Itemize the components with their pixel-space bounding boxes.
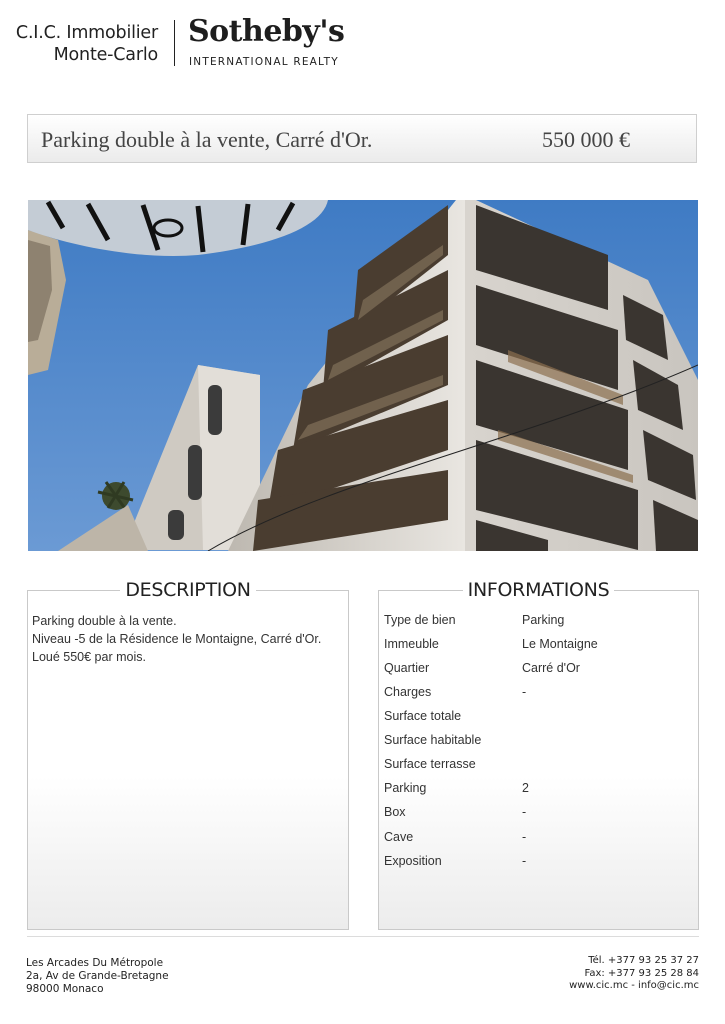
address-line: Les Arcades Du Métropole [26,957,164,969]
footer-address [26,957,169,996]
brand-subtitle: INTERNATIONAL REALTY [189,56,339,68]
listing-price: 550 000 € [542,127,630,152]
description-panel [27,579,349,930]
address-line: 2a, Av de Grande-Bretagne [26,970,169,982]
address-line: 98000 Monaco [26,983,104,995]
informations-heading: INFORMATIONS [379,579,698,601]
phone-number: Tél. +377 93 25 37 27 [588,955,699,966]
listing-title-bar [27,114,697,163]
description-line: Loué 550€ par mois. [32,650,146,664]
description-heading: DESCRIPTION [28,579,348,601]
footer-contact [569,955,699,993]
description-line: Parking double à la vente. [32,614,177,628]
agency-name-line2: Monte-Carlo [53,45,158,65]
fax-number: Fax: +377 93 25 28 84 [584,967,699,979]
agency-logo-text [0,22,158,66]
description-line: Niveau -5 de la Résidence le Montaigne, Carré d'Or. [32,632,322,646]
informations-panel: INFORMATIONS Type de bien Parking Immeuble Le Montaigne Quartier Carré d'Or Charges - Surface totale Surface habitable Surface terrasse Parking 2 Box - Cave - Exposition - [378,590,699,930]
logo-divider [174,20,175,66]
description-text [32,612,321,666]
web-email[interactable]: www.cic.mc - info@cic.mc [569,980,699,991]
property-photo [28,200,698,551]
agency-name-line1: C.I.C. Immobilier [15,23,158,43]
listing-title: Parking double à la vente, Carré d'Or. [41,127,373,152]
brand-logo: Sotheby's [188,14,345,49]
footer-divider [27,936,699,937]
